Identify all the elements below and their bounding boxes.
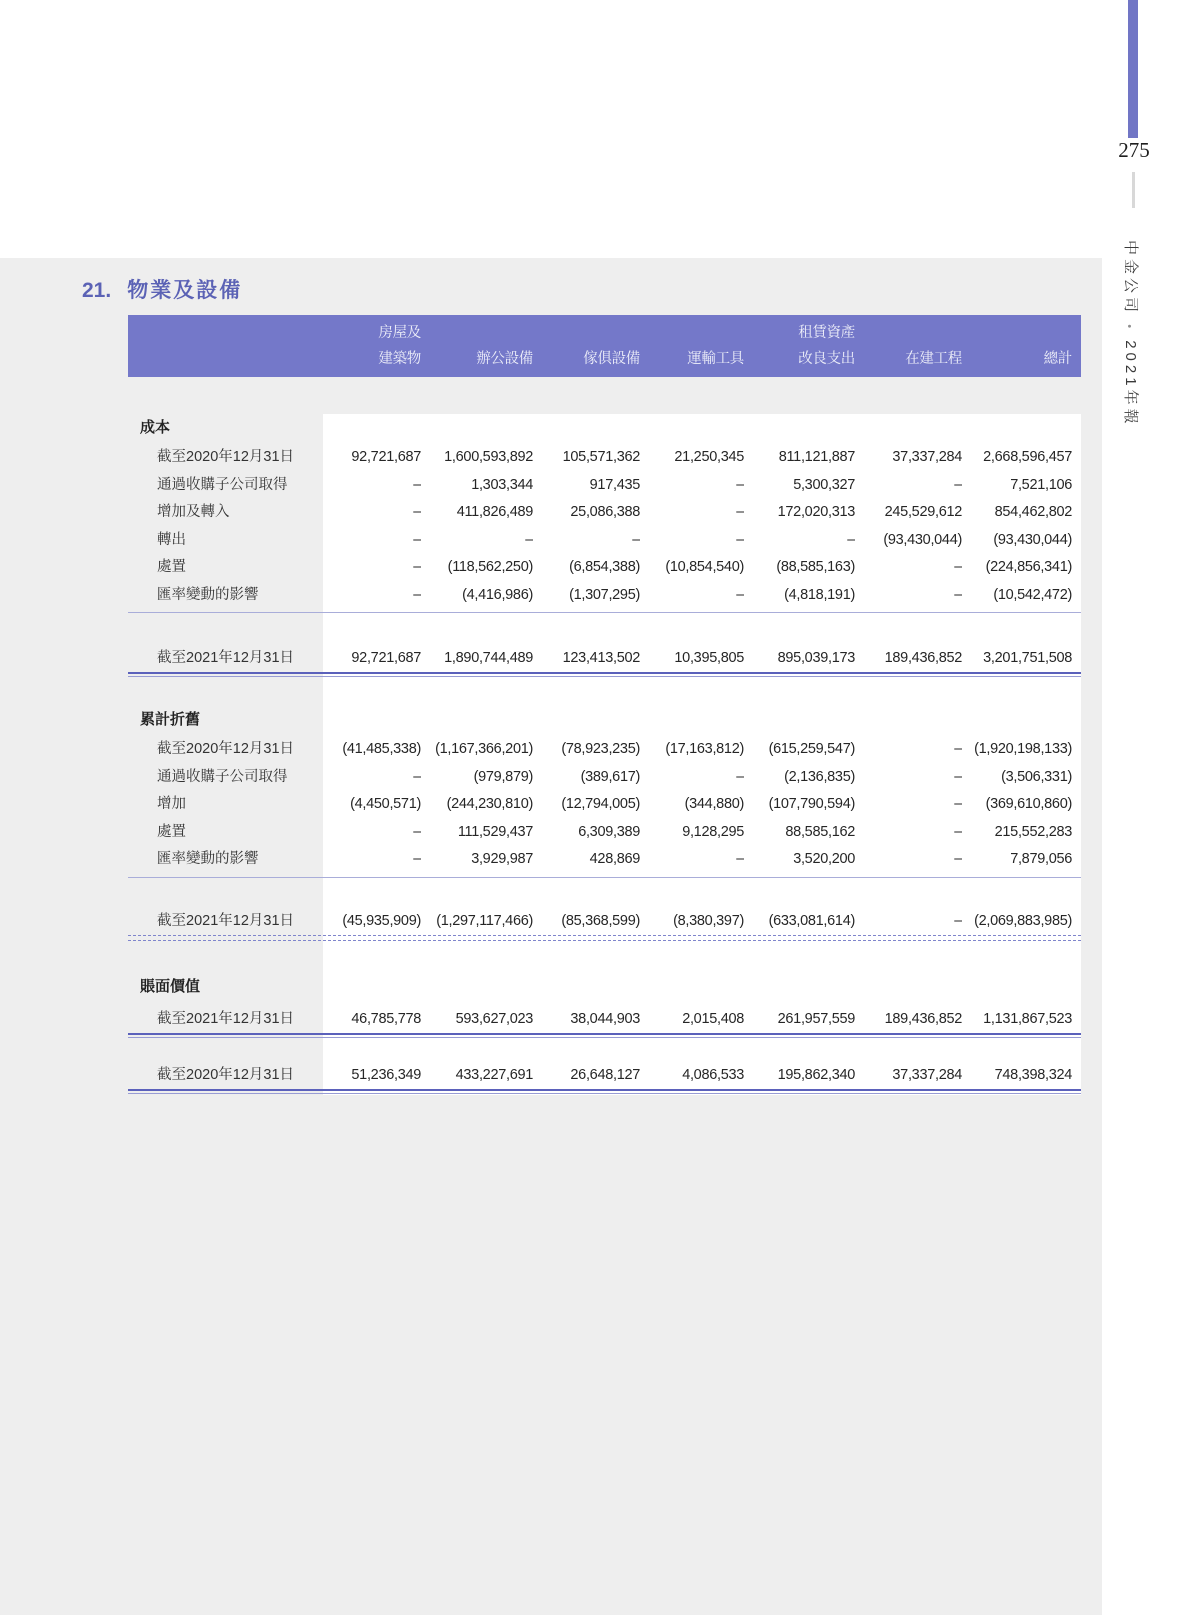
value-cell: – [954,912,962,929]
depreciation-total-row [128,907,1081,935]
value-cell: (4,450,571) [350,796,421,812]
value-cell: – [954,796,962,812]
cost-rows [128,444,1081,613]
cost-row [128,444,1081,472]
value-cell: 26,648,127 [570,1066,640,1083]
cost-total-row [128,644,1081,672]
value-cell: (615,259,547) [768,741,855,757]
value-cell: (979,879) [473,768,533,785]
column-header: 運輸工具 [687,351,744,367]
value-cell: 105,571,362 [562,449,640,465]
value-cell: 189,436,852 [884,650,962,666]
column-header: 在建工程 [905,351,962,367]
value-cell: – [954,586,962,603]
value-cell: – [413,768,421,785]
net-book-value-2021 [128,1005,1081,1033]
value-cell: 215,552,283 [994,823,1072,840]
value-cell: 46,785,778 [351,1010,421,1027]
value-cell: (4,416,986) [462,586,533,603]
value-cell: – [736,768,744,785]
column-header [533,320,640,346]
value-cell: 7,879,056 [1010,851,1072,867]
column-header: 改良支出 [798,351,855,367]
value-cell: 111,529,437 [457,823,533,840]
value-cell: 37,337,284 [892,1066,962,1083]
value-cell: 854,462,802 [994,504,1072,520]
depreciation-total-dashed-rule [128,935,1081,941]
value-cell: 21,250,345 [674,449,744,465]
cost-total-rule [128,672,1081,677]
value-cell: – [736,504,744,520]
value-cell: (12,794,005) [561,796,640,812]
value-cell: 1,600,593,892 [444,449,533,465]
cost-row [128,472,1081,500]
value-cell: – [413,823,421,840]
value-cell: (2,069,883,985) [974,912,1072,929]
value-cell: 2,015,408 [682,1010,744,1027]
value-cell: (1,297,117,466) [436,912,533,929]
value-cell: 895,039,173 [777,650,855,666]
value-cell: (88,585,163) [776,559,855,575]
value-cell: – [632,531,640,548]
property-equipment-table [128,315,1081,1095]
row-label: 匯率變動的影響 [157,851,259,867]
row-label: 截至2020年12月31日 [157,1066,295,1083]
value-cell: (369,610,860) [985,796,1072,812]
value-cell: – [954,476,962,493]
value-cell: 3,520,200 [793,851,855,867]
value-cell: (389,617) [580,768,640,785]
value-cell: (107,790,594) [768,796,855,812]
row-label: 截至2021年12月31日 [157,1010,295,1027]
value-cell: (3,506,331) [1001,768,1072,785]
table-header-line1 [128,320,1081,346]
cost-total [128,644,1081,672]
value-cell: (41,485,338) [342,741,421,757]
cost-row [128,499,1081,527]
net-book-value-2021-rule [128,1033,1081,1038]
value-cell: (224,856,341) [985,559,1072,575]
row-label: 增加及轉入 [157,504,230,520]
row-label: 處置 [157,823,186,840]
value-cell: – [525,531,533,548]
value-cell: (45,935,909) [342,912,421,929]
column-header [962,320,1081,346]
value-cell: (2,136,835) [784,768,855,785]
table-header [128,315,1081,377]
row-label: 截至2020年12月31日 [157,741,295,757]
value-cell: 5,300,327 [793,476,855,493]
depreciation-row [128,819,1081,847]
value-cell: 917,435 [589,476,640,493]
value-cell: 433,227,691 [455,1066,533,1083]
value-cell: – [736,586,744,603]
section-title-text: 物業及設備 [127,279,243,302]
column-header: 房屋及 [378,325,421,341]
value-cell: – [413,504,421,520]
value-cell: 1,303,344 [471,476,533,493]
value-cell: 9,128,295 [682,823,744,840]
value-cell: – [954,768,962,785]
cost-row [128,582,1081,610]
value-cell: 4,086,533 [682,1066,744,1083]
value-cell: 245,529,612 [884,504,962,520]
column-header [128,346,323,372]
row-label: 通過收購子公司取得 [157,768,288,785]
value-cell: – [736,476,744,493]
column-header: 傢俱設備 [583,351,640,367]
depreciation-total [128,907,1081,935]
value-cell: 7,521,106 [1010,476,1072,493]
value-cell: – [954,851,962,867]
value-cell: 6,309,389 [578,823,640,840]
value-cell: 88,585,162 [785,823,855,840]
value-cell: – [954,559,962,575]
value-cell: 10,395,805 [674,650,744,666]
value-cell: – [413,531,421,548]
value-cell: 1,131,867,523 [983,1010,1072,1027]
value-cell: (633,081,614) [768,912,855,929]
value-cell: 411,826,489 [456,504,533,520]
row-label: 增加 [157,796,186,812]
value-cell: 25,086,388 [570,504,640,520]
value-cell: 51,236,349 [351,1066,421,1083]
value-cell: (10,542,472) [993,586,1072,603]
row-label: 截至2020年12月31日 [157,449,295,465]
value-cell: (1,167,366,201) [435,741,533,757]
depreciation-row [128,764,1081,792]
value-cell: – [413,586,421,603]
row-label: 截至2021年12月31日 [157,650,295,666]
value-cell: 593,627,023 [455,1010,533,1027]
vertical-brand-text [1121,240,1142,428]
value-cell: (1,920,198,133) [974,741,1072,757]
table-body [128,414,1081,1095]
column-header: 辦公設備 [476,351,533,367]
row-label: 處置 [157,559,186,575]
page-number-tick [1132,172,1135,208]
depreciation-row [128,791,1081,819]
row-label: 截至2021年12月31日 [157,912,295,929]
column-header [128,320,323,346]
value-cell: – [954,823,962,840]
value-cell: 811,121,887 [778,449,855,465]
net-book-value-2020-row [128,1061,1081,1089]
value-cell: (10,854,540) [665,559,744,575]
value-cell: 123,413,502 [562,650,640,666]
column-header [421,320,533,346]
depreciation-row [128,736,1081,764]
page-number: 275 [1118,138,1150,162]
value-cell: (4,818,191) [784,586,855,603]
column-header: 租賃資產 [798,325,855,341]
column-header [855,320,962,346]
row-label: 匯率變動的影響 [157,586,259,603]
column-header: 建築物 [378,351,421,367]
value-cell: 92,721,687 [351,449,421,465]
brand-name: 中金公司 [1122,240,1139,317]
value-cell: – [847,531,855,548]
net-book-value-2020 [128,1061,1081,1089]
value-cell: – [413,559,421,575]
value-cell: (244,230,810) [446,796,533,812]
brand-separator-dot: • [1123,324,1135,333]
column-header: 總計 [1043,351,1072,367]
cost-row [128,527,1081,555]
value-cell: (17,163,812) [665,741,744,757]
value-cell: (344,880) [684,796,744,812]
value-cell: 3,929,987 [471,851,533,867]
value-cell: (1,307,295) [569,586,640,603]
value-cell: 3,201,751,508 [983,650,1072,666]
net-book-value-2021-row [128,1005,1081,1033]
depreciation-row [128,846,1081,874]
net-book-value-2020-rule [128,1089,1081,1094]
row-label: 轉出 [157,531,186,548]
column-header [640,320,744,346]
accent-bar [1128,0,1138,138]
depreciation-rows [128,736,1081,878]
value-cell: – [736,531,744,548]
value-cell: 195,862,340 [777,1066,855,1083]
section-header-depreciation: 累計折舊 [140,711,201,728]
section-title [82,274,242,304]
section-header-cost: 成本 [140,419,171,436]
report-year: 2021年報 [1122,340,1139,428]
value-cell: – [413,851,421,867]
value-cell: (118,562,250) [447,559,533,575]
value-cell: – [954,741,962,757]
value-cell: – [413,476,421,493]
row-label: 通過收購子公司取得 [157,476,288,493]
value-cell: 38,044,903 [570,1010,640,1027]
section-header-net-book-value: 賬面價值 [140,977,201,995]
value-cell: (85,368,599) [561,912,640,929]
value-cell: 37,337,284 [892,449,962,465]
section-number: 21. [82,279,112,302]
value-cell: 261,957,559 [777,1010,855,1027]
value-cell: (93,430,044) [883,531,962,548]
value-cell: 172,020,313 [777,504,855,520]
value-cell: – [736,851,744,867]
cost-row [128,554,1081,582]
value-cell: (8,380,397) [673,912,744,929]
value-cell: 428,869 [589,851,640,867]
table-header-line2 [128,346,1081,372]
value-cell: (78,923,235) [561,741,640,757]
value-cell: 92,721,687 [351,650,421,666]
value-cell: 1,890,744,489 [444,650,533,666]
value-cell: 2,668,596,457 [983,449,1072,465]
value-cell: 748,398,324 [994,1066,1072,1083]
value-cell: (6,854,388) [569,559,640,575]
value-cell: 189,436,852 [884,1010,962,1027]
value-cell: (93,430,044) [993,531,1072,548]
